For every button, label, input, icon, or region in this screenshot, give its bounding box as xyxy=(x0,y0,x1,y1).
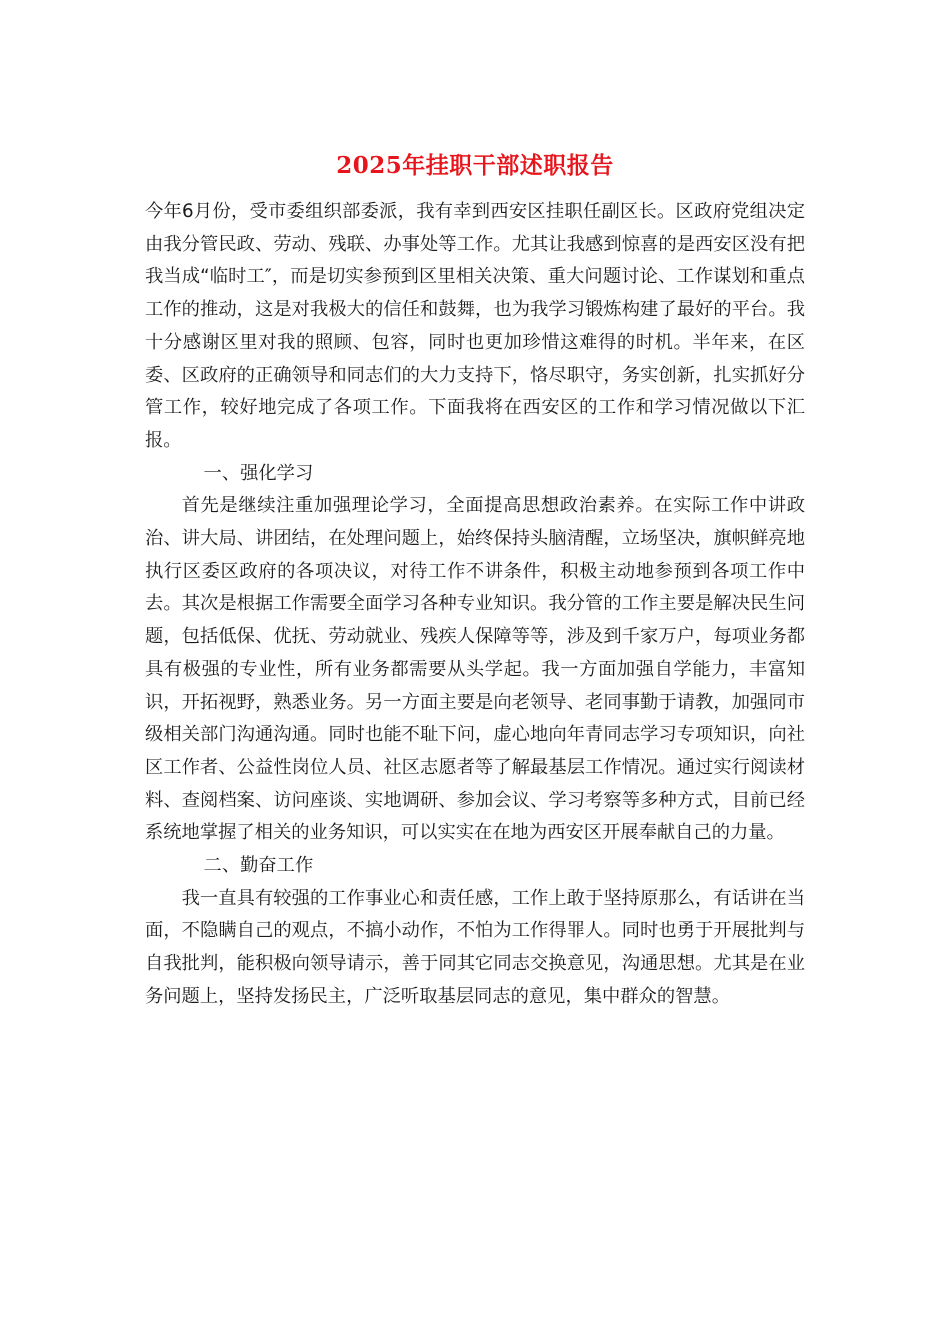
document-title: 2025年挂职干部述职报告 xyxy=(336,152,614,179)
section-paragraph-work: 我一直具有较强的工作事业心和责任感，工作上敢于坚持原那么，有话讲在当面，不隐瞒自己的观点，不搞小动作，不怕为工作得罪人。同时也勇于开展批判与自我批判，能积极向领导请示，善于同其它同志交换意见，沟通思想。尤其是在业务问题上，坚持发扬民主，广泛听取基层同志的意见，集中群众的智慧。 xyxy=(145,887,805,1007)
section-paragraph-study: 首先是继续注重加强理论学习，全面提高思想政治素养。在实际工作中讲政治、讲大局、讲团结，在处理问题上，始终保持头脑清醒，立场坚决，旗帜鲜亮地执行区委区政府的各项决议，对待工作不讲条件，积极主动地参预到各项工作中去。其次是根据工作需要全面学习各种专业知识。我分管的工作主要是解决民生问题，包括低保、优抚、劳动就业、残疾人保障等等，涉及到千家万户，每项业务都具有极强的专业性，所有业务都需要从头学起。我一方面加强自学能力，丰富知识，开拓视野，熟悉业务。另一方面主要是向老领导、老同事勤于请教，加强同市级相关部门沟通沟通。同时也能不耻下问，虚心地向年青同志学习专项知识，向社区工作者、公益性岗位人员、社区志愿者等了解最基层工作情况。通过实行阅读材料、查阅档案、访问座谈、实地调研、参加会议、学习考察等多种方式，目前已经系统地掌握了相关的业务知识，可以实实在在地为西安区开展奉献自己的力量。 xyxy=(145,495,805,844)
section-heading-work: 二、勤奋工作 xyxy=(203,855,314,877)
intro-paragraph: 今年6月份，受市委组织部委派，我有幸到西安区挂职任副区长。区政府党组决定由我分管民政、劳动、残联、办事处等工作。尤其让我感到惊喜的是西安区没有把我当成“临时工″，而是切实参预到区里相关决策、重大问题讨论、工作谋划和重点工作的推动，这是对我极大的信任和鼓舞，也为我学习锻炼构建了最好的平台。我十分感谢区里对我的照顾、包容，同时也更加珍惜这难得的时机。半年来，在区委、区政府的正确领导和同志们的大力支持下，恪尽职守，务实创新，扎实抓好分管工作，较好地完成了各项工作。下面我将在西安区的工作和学习情况做以下汇报。 xyxy=(145,201,805,451)
document-body xyxy=(145,196,805,1014)
section-heading-study: 一、强化学习 xyxy=(203,462,314,484)
